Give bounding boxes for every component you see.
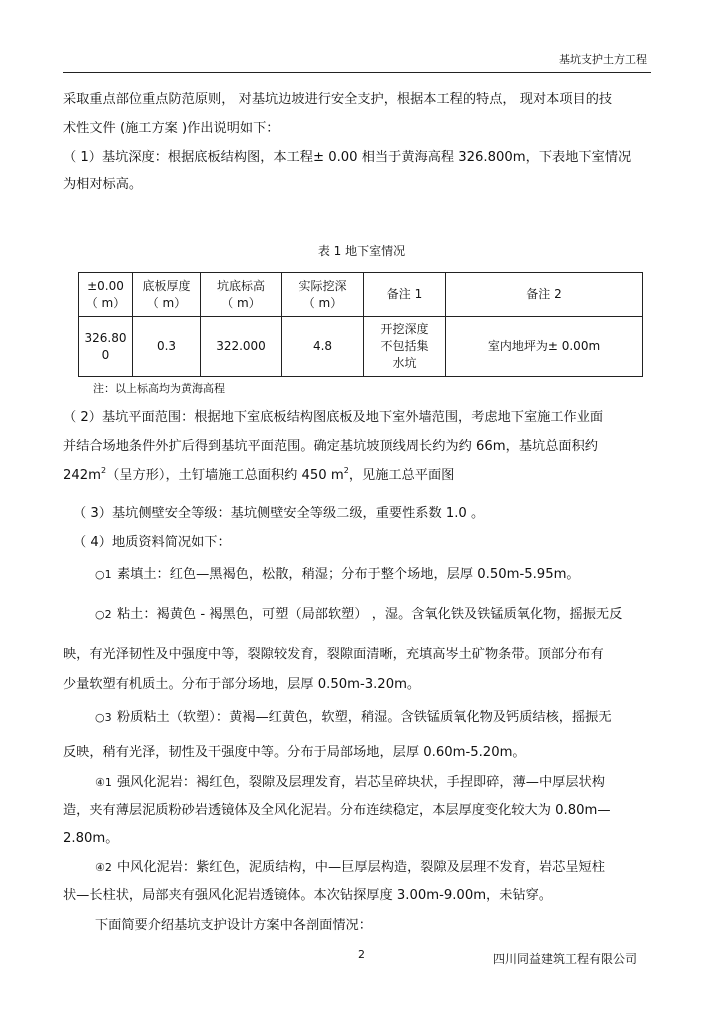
section1-line-2: 为相对标高。 <box>63 177 143 192</box>
geology-3-line-2: 反映，稍有光泽，韧性及干强度中等。分布于局部场地，层厚 0.60m-5.20m。 <box>63 745 526 760</box>
cell-note1-l1: 开挖深度 <box>380 322 429 336</box>
geology-2-line-2: 映，有光泽韧性及中强度中等，裂隙较发育，裂隙面清晰，充填高岑土矿物条带。顶部分布有 <box>63 647 604 662</box>
cell-elevation-l2: 0 <box>101 347 110 362</box>
page-header <box>63 52 651 73</box>
section2-line-3a: 242m <box>63 468 102 483</box>
marker-5: ④2 <box>95 861 112 874</box>
geology-2-text1: 粘土：褐黄色 - 褐黑色，可塑（局部软塑） ，湿。含氧化铁及铁锰质氧化物，摇振无反 <box>117 607 623 622</box>
header-thickness-l1: 底板厚度 <box>142 278 191 293</box>
basement-table <box>78 272 643 377</box>
section3-line-1: （ 3）基坑侧壁安全等级：基坑侧壁安全等级二级，重要性系数 1.0 。 <box>73 506 485 521</box>
geology-1-text: 素填土：红色—黑褐色，松散，稍湿；分布于整个场地，层厚 0.50m-5.95m。 <box>117 567 580 582</box>
cell-thickness: 0.3 <box>133 317 201 377</box>
section2-line-3b: （呈方形），土钉墙施工总面积约 450 m <box>106 468 344 483</box>
header-bottom <box>201 273 282 317</box>
marker-4: ④1 <box>95 776 112 789</box>
geology-5-text1: 中风化泥岩：紫红色，泥质结构，中—巨厚层构造，裂隙及层理不发育，岩芯呈短柱 <box>117 860 605 875</box>
cell-depth: 4.8 <box>282 317 364 377</box>
cell-elevation <box>79 317 133 377</box>
header-note1: 备注 1 <box>364 273 446 317</box>
section2-line-1: （ 2）基坑平面范围：根据地下室底板结构图底板及地下室外墙范围，考虑地下室施工作业面 <box>63 410 604 425</box>
geology-2-line-3: 少量软塑有机质土。分布于部分场地，层厚 0.50m-3.20m。 <box>63 677 421 692</box>
table-header-row <box>79 273 643 317</box>
cell-note1 <box>364 317 446 377</box>
geology-5 <box>95 859 605 877</box>
header-elevation-l2: （ m） <box>85 295 126 310</box>
cell-bottom: 322.000 <box>201 317 282 377</box>
header-elevation-l1: ±0.00 <box>87 278 124 293</box>
header-thickness <box>133 273 201 317</box>
closing-line: 下面简要介绍基坑支护设计方案中各剖面情况： <box>95 918 372 933</box>
header-depth-l2: （ m） <box>302 295 343 310</box>
intro-line-2: 术性文件 (施工方案 )作出说明如下： <box>63 121 280 136</box>
cell-elevation-l1: 326.80 <box>84 330 127 345</box>
header-note2: 备注 2 <box>446 273 643 317</box>
cell-note1-l3: 水坑 <box>392 356 417 370</box>
section1-line-1: （ 1）基坑深度：根据底板结构图，本工程± 0.00 相当于黄海高程 326.800m，下表地下室情况 <box>63 150 632 165</box>
marker-2: ○2 <box>95 608 112 621</box>
header-thickness-l2: （ m） <box>146 295 187 310</box>
page-number: 2 <box>358 948 365 961</box>
header-depth <box>282 273 364 317</box>
sup-area-2: 2 <box>343 466 349 475</box>
table-note: 注：以上标高均为黄海高程 <box>93 382 225 395</box>
table-row <box>79 317 643 377</box>
cell-note2: 室内地坪为± 0.00m <box>446 317 643 377</box>
geology-4-line-3: 2.80m。 <box>63 831 119 846</box>
geology-4 <box>95 774 605 792</box>
geology-4-line-2: 造，夹有薄层泥质粉砂岩透镜体及全风化泥岩。分布连续稳定，本层厚度变化较大为 0.80m— <box>63 803 611 818</box>
geology-4-text1: 强风化泥岩：褐红色，裂隙及层理发育，岩芯呈碎块状，手捏即碎，薄—中厚层状构 <box>117 775 605 790</box>
header-depth-l1: 实际挖深 <box>298 278 347 293</box>
header-title: 基坑支护土方工程 <box>559 53 647 66</box>
sup-area-1: 2 <box>101 466 107 475</box>
section2-line-2: 并结合场地条件外扩后得到基坑平面范围。确定基坑坡顶线周长约为约 66m，基坑总面积约 <box>63 439 598 454</box>
marker-3: ○3 <box>95 711 112 724</box>
header-bottom-l1: 坑底标高 <box>216 278 265 293</box>
geology-3 <box>95 709 612 727</box>
section2-line-3 <box>63 467 454 485</box>
cell-note1-l2: 不包括集 <box>380 339 429 353</box>
footer-company: 四川同益建筑工程有限公司 <box>492 952 637 966</box>
section4-line-1: （ 4）地质资料简况如下： <box>73 535 231 550</box>
intro-line-1: 采取重点部位重点防范原则， 对基坑边坡进行安全支护，根据本工程的特点， 现对本项目的技 <box>63 92 613 107</box>
header-bottom-l2: （ m） <box>221 295 261 310</box>
geology-3-text1: 粉质粘土（软塑）：黄褐—红黄色，软塑，稍湿。含铁锰质氧化物及钙质结核，摇振无 <box>117 710 612 725</box>
table-caption: 表 1 地下室情况 <box>317 244 406 258</box>
header-elevation <box>79 273 133 317</box>
section2-line-3c: ，见施工总平面图 <box>348 468 455 483</box>
geology-1 <box>95 566 580 584</box>
marker-1: ○1 <box>95 568 112 581</box>
geology-5-line-2: 状—长柱状，局部夹有强风化泥岩透镜体。本次钻探厚度 3.00m-9.00m，未钻穿。 <box>63 888 552 903</box>
geology-2 <box>95 606 622 624</box>
